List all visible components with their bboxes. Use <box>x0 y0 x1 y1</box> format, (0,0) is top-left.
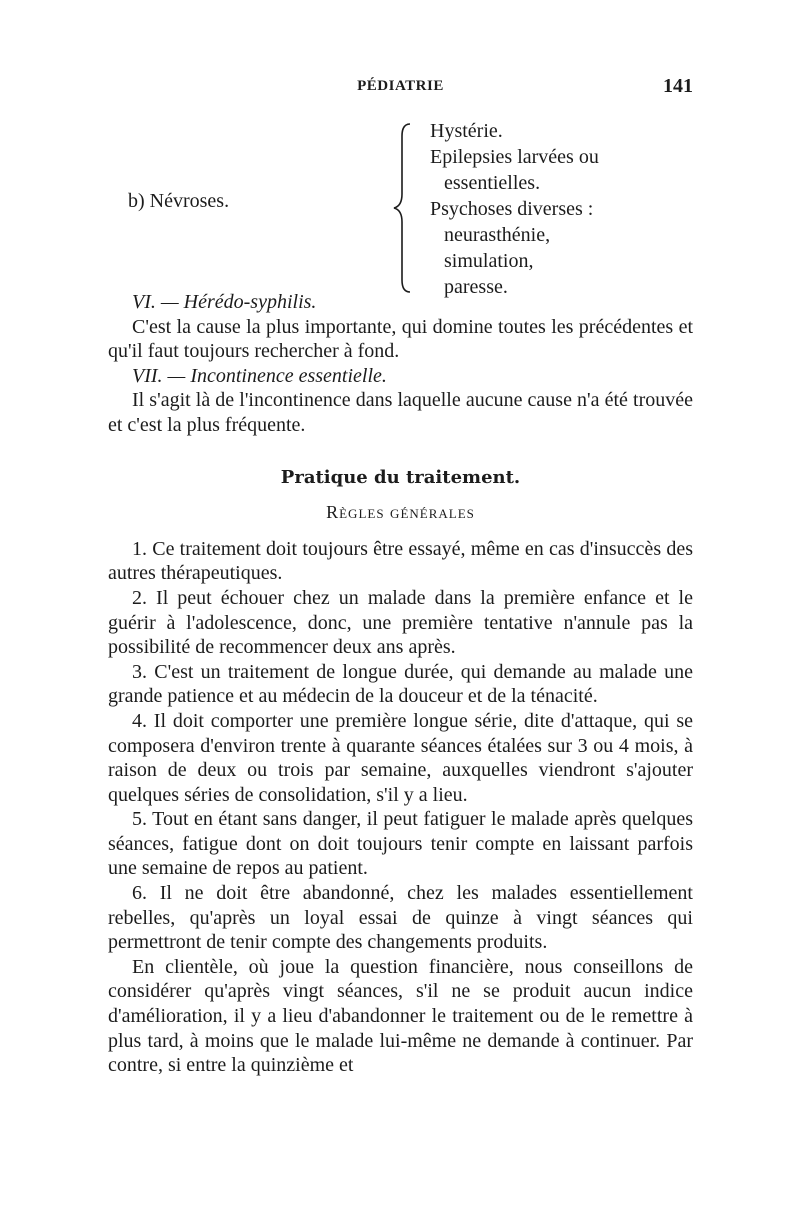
nevroses-item: Epilepsies larvées ou essentielles. <box>430 146 599 194</box>
nevroses-subitem: paresse. <box>444 276 508 298</box>
main-text <box>108 290 693 1078</box>
rules-subheading: Règles générales <box>326 502 475 523</box>
rule-item: 1. Ce traitement doit toujours être essayé, même en cas d'insuccès des autres thérapeutiques. <box>108 537 693 585</box>
running-title: PÉDIATRIE <box>357 78 444 94</box>
nevroses-item: Psychoses diverses : <box>430 198 594 220</box>
practice-heading: Pratique du traitement. <box>280 466 521 488</box>
nevroses-subitem: neurasthénie, <box>444 224 551 246</box>
closing-paragraph: En clientèle, où joue la question financière, nous conseillons de considérer qu'après vingt séances, s'il ne se produit aucun indice d'amélioration, il y a lieu d'abandonner le traitement ou de le remettre à plus tard, à moins que le malade lui-même ne demande à continuer. Par contre, si entre la quinzième et <box>108 955 693 1077</box>
nevroses-label: b) Névroses. <box>128 190 230 212</box>
rule-item: 2. Il peut échouer chez un malade dans la première enfance et le guérir à l'adolescence, donc, une première tentative n'annule pas la possibilité de recommencer deux ans après. <box>108 586 693 659</box>
section-vii-text: Il s'agit là de l'incontinence dans laquelle aucune cause n'a été trouvée et c'est la plus fréquente. <box>108 389 693 436</box>
section-vii-title-text: VII. — Incontinence essentielle. <box>132 364 387 387</box>
nevroses-list <box>430 118 695 300</box>
section-vi-text: C'est la cause la plus importante, qui domine toutes les précédentes et qu'il faut toujours rechercher à fond. <box>108 315 693 363</box>
left-brace-icon <box>390 122 414 294</box>
rule-item: 5. Tout en étant sans danger, il peut fatiguer le malade après quelques séances, fatigue dont on doit toujours tenir compte en laissant parfois une semaine de repos au patient. <box>108 808 693 880</box>
rule-item: 4. Il doit comporter une première longue série, dite d'attaque, qui se composera d'environ trente à quarante séances étalées sur 3 ou 4 mois, à raison de deux ou trois par semaine, auxquelles viendront s'ajouter quelques séries de consolidation, s'il y a lieu. <box>108 709 693 806</box>
page-number: 141 <box>663 75 693 97</box>
rule-item: 6. Il ne doit être abandonné, chez les malades essentiellement rebelles, qu'après un loyal essai de quinze à vingt séances qui permettront de tenir compte des changements produits. <box>108 882 693 954</box>
nevroses-subitem: simulation, <box>444 250 534 272</box>
running-head <box>108 75 693 102</box>
nevroses-block <box>108 118 693 298</box>
section-vi-title-text: VI. — Hérédo-syphilis. <box>132 291 317 313</box>
rule-item: 3. C'est un traitement de longue durée, qui demande au malade une grande patience et au médecin de la douceur et de la ténacité. <box>108 660 693 708</box>
section-vi-title <box>108 290 693 315</box>
nevroses-item: Hystérie. <box>430 120 503 142</box>
section-vii-title <box>108 364 693 389</box>
